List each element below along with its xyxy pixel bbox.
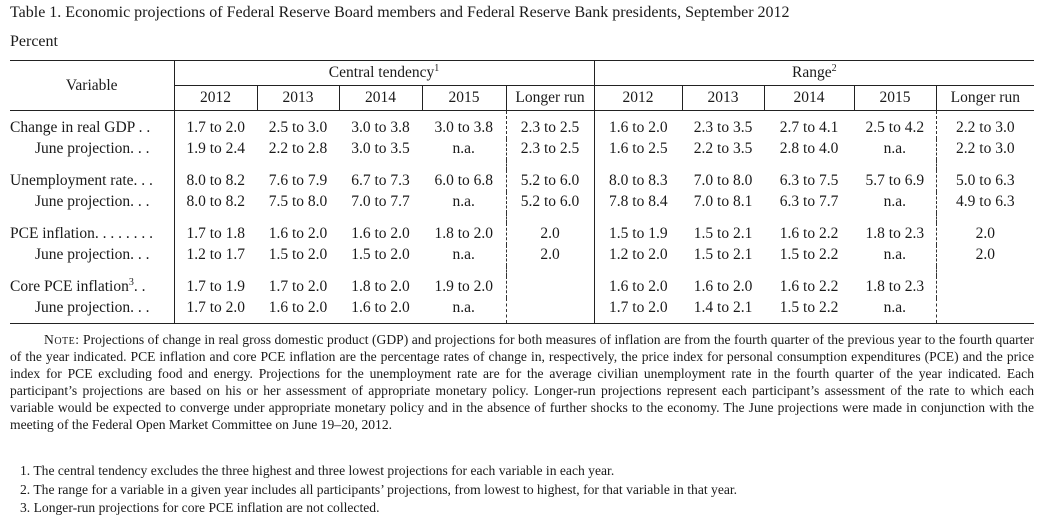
footnote-3: 3. Longer-run projections for core PCE inflation are not collected. [20, 500, 380, 515]
header-range: Range$^2$ [594, 61, 1034, 86]
table-cell: 1.5 to 2.2 [764, 298, 854, 324]
table-cell: 6.3 to 7.5 [779, 171, 839, 189]
table-cell: 1.7 to 2.0 [174, 298, 257, 324]
table-cell: 8.0 to 8.3 [594, 170, 682, 192]
table-cell: 7.6 to 7.9 [268, 171, 328, 189]
table-cell: 1.9 to 2.4 [174, 139, 257, 161]
table-cell: 2.2 to 3.5 [693, 140, 753, 158]
table-cell: 1.5 to 2.1 [693, 246, 753, 264]
table-row [10, 245, 1034, 267]
table-cell: 7.0 to 7.7 [351, 193, 410, 211]
table-cell: 1.6 to 2.0 [594, 111, 682, 139]
table-cell: 3.0 to 3.5 [351, 140, 410, 158]
header-year: 2015 [854, 86, 936, 111]
row-spacer [10, 213, 1034, 223]
table-cell: 5.2 to 6.0 [506, 192, 594, 214]
header-longer-run: Longer run [506, 86, 594, 111]
table-cell: 8.0 to 8.2 [174, 170, 257, 192]
table-cell: 1.4 to 2.1 [682, 298, 764, 324]
table-cell: 2.3 to 2.5 [506, 111, 594, 139]
table-cell: 2.3 to 2.5 [506, 139, 594, 161]
table-cell: 3.0 to 3.8 [434, 118, 494, 136]
header-year: 2014 [339, 86, 422, 111]
table-cell: 1.8 to 2.0 [434, 224, 494, 242]
footnote-2: 2. The range for a variable in a given year includes all participants’ projections, from lowest to highest, for that variable in that year. [20, 482, 738, 497]
table-cell: 1.9 to 2.0 [434, 277, 494, 295]
table-cell: 2.5 to 3.0 [268, 118, 328, 136]
header-year: 2013 [257, 86, 339, 111]
table-cell [506, 276, 594, 298]
table-cell: 1.8 to 2.3 [865, 277, 925, 295]
row-label: Core PCE inflation$^3$. . [10, 276, 146, 295]
row-label: Change in real GDP . . [10, 118, 151, 136]
table-cell: 2.8 to 4.0 [779, 140, 839, 158]
table-cell [506, 298, 594, 324]
header-year: 2014 [764, 86, 854, 111]
table-cell: 6.3 to 7.7 [779, 193, 839, 211]
row-label: PCE inflation. . . . . . . . [10, 224, 153, 242]
header-variable: Variable [10, 61, 174, 111]
table-cell: n.a. [883, 193, 906, 211]
table-cell: 1.8 to 2.3 [865, 224, 925, 242]
table-cell: 2.7 to 4.1 [779, 118, 839, 136]
table-cell: 1.7 to 1.9 [174, 276, 257, 298]
table-cell: 2.0 [506, 245, 594, 267]
table-cell: 1.5 to 2.0 [351, 246, 410, 264]
row-label: June projection. . . [35, 193, 150, 211]
table-row [10, 170, 1034, 192]
table-cell: 1.6 to 2.2 [779, 224, 839, 242]
table-cell: 1.6 to 2.0 [268, 224, 328, 242]
table-cell: 7.0 to 8.0 [693, 171, 753, 189]
table-cell: 7.0 to 8.1 [693, 193, 753, 211]
table-cell: n.a. [452, 140, 475, 158]
table-cell: n.a. [883, 140, 906, 158]
table-row [10, 298, 1034, 324]
table-cell: 8.0 to 8.2 [174, 192, 257, 214]
table-cell: 1.7 to 2.0 [268, 277, 328, 295]
table-cell: 1.7 to 2.0 [594, 298, 682, 324]
row-label: Unemployment rate. . . [10, 171, 153, 189]
table-cell [936, 298, 1034, 324]
table-cell: 1.2 to 1.7 [174, 245, 257, 267]
row-spacer [10, 160, 1034, 170]
table-cell: 2.5 to 4.2 [865, 118, 925, 136]
table-cell: 2.0 [506, 223, 594, 245]
table-cell: 1.6 to 2.5 [594, 139, 682, 161]
table-cell: 1.5 to 2.0 [268, 246, 328, 264]
header-year: 2012 [594, 86, 682, 111]
table-cell: 1.7 to 2.0 [174, 111, 257, 139]
projections-table [10, 60, 1034, 324]
header-longer-run: Longer run [936, 86, 1034, 111]
table-cell: 7.8 to 8.4 [594, 192, 682, 214]
table-cell: n.a. [854, 298, 936, 324]
table-cell: n.a. [422, 298, 506, 324]
footnote-1: 1. The central tendency excludes the three highest and three lowest projections for each variable in each year. [20, 463, 615, 478]
table-cell: n.a. [452, 193, 475, 211]
note-text: Projections of change in real gross domestic product (GDP) and projections for both measures of inflation are from the fourth quarter of the previous year to the fourth quarter of the year indicated. PCE inflation and core PCE inflation are the percentage rates of change in, respectively, the price index for personal consumption expenditures (PCE) and the price index for PCE excluding food and energy. Projections for the unemployment rate are for the average civilian unemployment rate in the fourth quarter of the year indicated. Each participant’s projections are based on his or her assessment of appropriate monetary policy. Longer-run projections represent each participant’s assessment of the rate to which each variable would be expected to converge under appropriate monetary policy and in the absence of further shocks to the economy. The June projections were made in conjunction with the meeting of the Federal Open Market Committee on June 19–20, 2012. [10, 332, 1034, 432]
table-row [10, 276, 1034, 298]
note-lead: Note: [44, 332, 80, 347]
table-cell: 1.5 to 2.1 [693, 224, 753, 242]
table-note [10, 331, 1034, 433]
table-cell: 1.6 to 2.0 [351, 224, 410, 242]
header-central-tendency: Central tendency$^1$ [174, 61, 594, 86]
table-cell: 5.2 to 6.0 [506, 170, 594, 192]
table-cell: 5.7 to 6.9 [865, 171, 925, 189]
table-cell: n.a. [452, 246, 475, 264]
table-cell: 2.2 to 3.0 [936, 139, 1034, 161]
row-label: June projection. . . [35, 140, 150, 158]
unit-label: Percent [10, 33, 58, 50]
table-cell: 1.7 to 1.8 [174, 223, 257, 245]
table-cell: 1.6 to 2.0 [339, 298, 422, 324]
table-cell: 2.3 to 3.5 [693, 118, 753, 136]
table-cell [936, 276, 1034, 298]
table-cell: 1.5 to 1.9 [594, 223, 682, 245]
table-cell: n.a. [883, 246, 906, 264]
table-row [10, 223, 1034, 245]
table-cell: 7.5 to 8.0 [268, 193, 328, 211]
table-cell: 3.0 to 3.8 [351, 118, 410, 136]
table-cell: 6.7 to 7.3 [351, 171, 410, 189]
row-label: June projection. . . [10, 298, 174, 324]
table-cell: 2.2 to 3.0 [936, 111, 1034, 139]
table-cell: 6.0 to 6.8 [434, 171, 494, 189]
table-cell: 1.6 to 2.2 [779, 277, 839, 295]
table-cell: 2.0 [936, 245, 1034, 267]
row-spacer [10, 266, 1034, 276]
table-cell: 1.2 to 2.0 [594, 245, 682, 267]
table-row [10, 111, 1034, 139]
table-cell: 2.0 [936, 223, 1034, 245]
header-year: 2013 [682, 86, 764, 111]
header-year: 2012 [174, 86, 257, 111]
table-cell: 1.5 to 2.2 [779, 246, 839, 264]
table-cell: 1.6 to 2.0 [594, 276, 682, 298]
table-title: Table 1. Economic projections of Federal Reserve Board members and Federal Reserve Bank presidents, September 2012 [10, 4, 790, 21]
table-row [10, 192, 1034, 214]
table-cell: 1.8 to 2.0 [351, 277, 410, 295]
table-row [10, 139, 1034, 161]
row-label: June projection. . . [35, 246, 150, 264]
table-cell: 1.6 to 2.0 [257, 298, 339, 324]
table-cell: 2.2 to 2.8 [268, 140, 328, 158]
header-year: 2015 [422, 86, 506, 111]
table-cell: 5.0 to 6.3 [936, 170, 1034, 192]
table-cell: 1.6 to 2.0 [693, 277, 753, 295]
table-cell: 4.9 to 6.3 [936, 192, 1034, 214]
